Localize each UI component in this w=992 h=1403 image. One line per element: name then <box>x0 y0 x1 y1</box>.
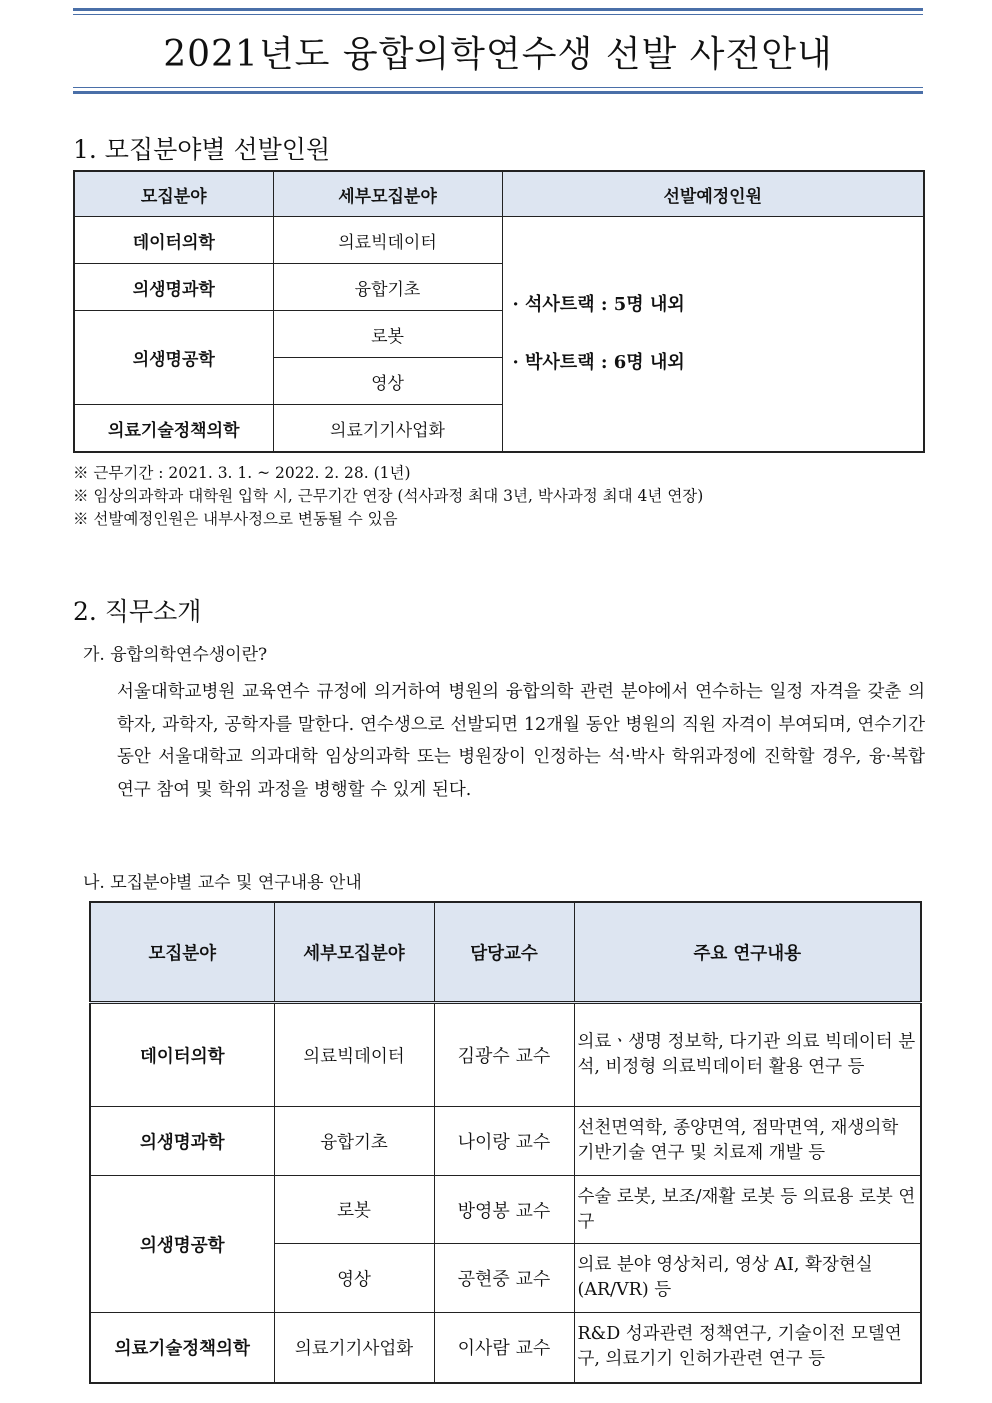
title-rule-bottom-thin <box>73 87 923 88</box>
note-change: ※ 선발예정인원은 내부사정으로 변동될 수 있음 <box>73 510 398 528</box>
quota-doctoral: · 박사트랙 : 6명 내외 <box>512 352 685 373</box>
section-1-heading: 1. 모집분야별 선발인원 <box>73 135 331 164</box>
header-field: 모집분야 <box>90 902 274 1003</box>
header-subfield: 세부모집분야 <box>273 171 502 217</box>
subfield-cell: 영상 <box>274 1244 434 1313</box>
field-cell: 의료기술정책의학 <box>74 405 273 453</box>
professor-cell: 공현중 교수 <box>434 1244 574 1313</box>
subfield-cell: 융합기초 <box>273 264 502 311</box>
research-cell: 선천면역학, 종양면역, 점막면역, 재생의학 기반기술 연구 및 치료제 개발 등 <box>574 1107 921 1176</box>
notes <box>73 462 703 531</box>
table-row <box>74 217 924 264</box>
note-extension: ※ 임상의과학과 대학원 입학 시, 근무기간 연장 (석사과정 최대 3년, 박사과정 최대 4년 연장) <box>73 487 704 505</box>
subfield-cell: 로봇 <box>273 311 502 358</box>
subsection-a-heading: 가. 융합의학연수생이란? <box>83 645 268 665</box>
field-cell: 데이터의학 <box>74 217 273 264</box>
note-period: ※ 근무기간 : 2021. 3. 1. ~ 2022. 2. 28. (1년) <box>73 464 411 482</box>
field-cell: 의생명공학 <box>90 1176 274 1313</box>
research-cell: 의료 분야 영상처리, 영상 AI, 확장현실(AR/VR) 등 <box>574 1244 921 1313</box>
header-professor: 담당교수 <box>434 902 574 1003</box>
professor-cell: 김광수 교수 <box>434 1003 574 1107</box>
subfield-cell: 의료기기사업화 <box>274 1313 434 1383</box>
professor-cell: 이사람 교수 <box>434 1313 574 1383</box>
quota-masters: · 석사트랙 : 5명 내외 <box>512 294 685 315</box>
field-cell: 데이터의학 <box>90 1003 274 1107</box>
field-cell: 의생명공학 <box>74 311 273 405</box>
header-subfield: 세부모집분야 <box>274 902 434 1003</box>
title-rule-top <box>73 8 923 11</box>
professor-cell: 나이랑 교수 <box>434 1107 574 1176</box>
quota-table <box>73 170 925 453</box>
subfield-cell: 의료빅데이터 <box>274 1003 434 1107</box>
table-row <box>90 1003 921 1107</box>
title-rule-bottom <box>73 91 923 94</box>
table-row <box>90 1176 921 1244</box>
subfield-cell: 영상 <box>273 358 502 405</box>
header-research: 주요 연구내용 <box>574 902 921 1003</box>
research-cell: 의료ㆍ생명 정보학, 다기관 의료 빅데이터 분석, 비정형 의료빅데이터 활용 연구 등 <box>574 1003 921 1107</box>
subfield-cell: 로봇 <box>274 1176 434 1244</box>
subfield-cell: 융합기초 <box>274 1107 434 1176</box>
quota-cell <box>502 217 924 453</box>
intro-paragraph: 서울대학교병원 교육연수 규정에 의거하여 병원의 융합의학 관련 분야에서 연수하는 일정 자격을 갖춘 의학자, 과학자, 공학자를 말한다. 연수생으로 선발되면 12개월 동안 병원의 직원 자격이 부여되며, 연수기간 동안 서울대학교 의과대학 임상의과학 또는 병원장이 인정하는 석·박사 학위과정에 진학할 경우, 융·복합 연구 참여 및 학위 과정을 병행할 수 있게 된다. <box>117 682 925 800</box>
header-quota: 선발예정인원 <box>502 171 924 217</box>
field-cell: 의생명과학 <box>74 264 273 311</box>
professor-cell: 방영봉 교수 <box>434 1176 574 1244</box>
subfield-cell: 의료빅데이터 <box>273 217 502 264</box>
field-cell: 의생명과학 <box>90 1107 274 1176</box>
research-cell: R&D 성과관련 정책연구, 기술이전 모델연구, 의료기기 인허가관련 연구 등 <box>574 1313 921 1383</box>
document-title: 2021년도 융합의학연수생 선발 사전안내 <box>163 34 833 75</box>
title-rule-top-thin <box>73 14 923 15</box>
research-cell: 수술 로봇, 보조/재활 로봇 등 의료용 로봇 연구 <box>574 1176 921 1244</box>
table-row <box>90 1107 921 1176</box>
professor-table-header <box>90 902 921 1003</box>
table-row <box>90 1313 921 1383</box>
subfield-cell: 의료기기사업화 <box>273 405 502 453</box>
section-2-heading: 2. 직무소개 <box>73 597 202 626</box>
subsection-b-heading: 나. 모집분야별 교수 및 연구내용 안내 <box>83 873 362 893</box>
quota-table-header <box>74 171 924 217</box>
header-field: 모집분야 <box>74 171 273 217</box>
field-cell: 의료기술정책의학 <box>90 1313 274 1383</box>
professor-table <box>89 901 922 1384</box>
